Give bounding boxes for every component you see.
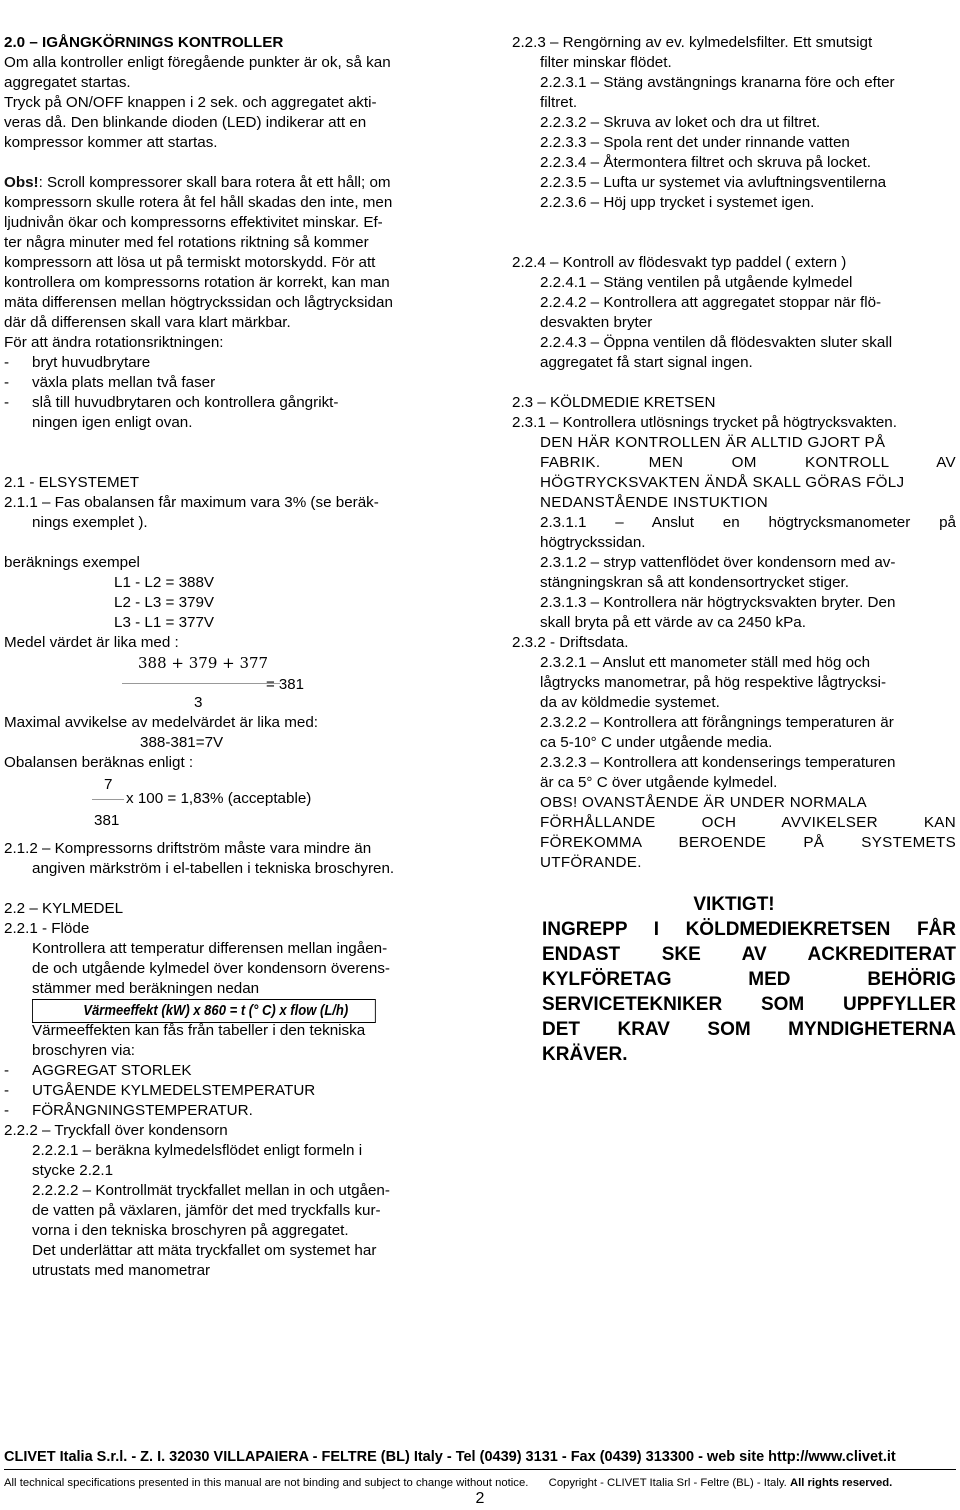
example-line: L3 - L1 = 377V	[114, 614, 215, 631]
obs-line: där då differensen skall vara klart märkbar.	[4, 314, 291, 331]
obs-notice: FÖREKOMMA BEROENDE PÅ SYSTEMETS	[540, 834, 956, 851]
paragraph-2-2-2-1: 2.2.2.1 – beräkna kylmedelsflödet enligt formeln i	[32, 1142, 363, 1159]
fraction-formula	[4, 653, 446, 693]
paragraph-2-2-2-2: de vatten på växlaren, jämför det med tryckfalls kur-	[32, 1202, 381, 1219]
paragraph-2-2-3-x: 2.2.3.5 – Lufta ur systemet via avluftningsventilerna	[540, 174, 887, 191]
max-deviation-text: Maximal avvikelse av medelvärdet är lika med:	[4, 714, 318, 731]
obs-notice: FÖRHÅLLANDE OCH AVVIKELSER KAN	[540, 814, 956, 831]
paragraph-2-3-1-3: 2.3.1.3 – Kontrollera när högtrycksvakten bryter. Den	[540, 594, 896, 611]
paragraph-2-2-3: filter minskar flödet.	[540, 54, 672, 71]
obs-line: kompressorn att lösa ut på termiskt motorskydd. För att	[4, 254, 376, 271]
left-column	[4, 33, 446, 1281]
paragraph-2-2-1: de och utgående kylmedel över kondensorn överens-	[32, 960, 390, 977]
obs-line: kompressorn skulle rotera åt fel håll skadas den inte, men	[4, 194, 393, 211]
page-number: 2	[475, 1490, 485, 1507]
list-item: ningen igen enligt ovan.	[32, 414, 193, 431]
paragraph-2-3-2-2: 2.3.2.2 – Kontrollera att förångnings temperaturen är	[540, 714, 894, 731]
paragraph-2-2-4: 2.2.4 – Kontroll av flödesvakt typ paddel ( extern )	[512, 254, 847, 271]
intro-line: kompressor kommer att startas.	[4, 134, 218, 151]
paragraph-2-1-1: nings exemplet ).	[32, 514, 148, 531]
footer-legal	[4, 1476, 956, 1490]
paragraph-2-2-2-1: stycke 2.2.1	[32, 1162, 114, 1179]
paragraph-2-3-2-3: 2.3.2.3 – Kontrollera att kondenserings temperaturen	[540, 754, 896, 771]
paragraph-2-3-1-3: skall bryta på ett värde av ca 2450 kPa.	[540, 614, 806, 631]
paragraph-2-2-1b: Värmeeffekten kan fås från tabeller i den tekniska	[32, 1022, 366, 1039]
formula-box: Värmeeffekt (kW) x 860 = t (° C) x flow (L/h)	[32, 999, 376, 1023]
paragraph-2-2-4-1: 2.2.4.1 – Stäng ventilen på utgående kylmedel	[540, 274, 853, 291]
warning-line: DET KRAV SOM MYNDIGHETERNA	[542, 1019, 956, 1040]
list-item: - AGGREGAT STORLEK	[4, 1062, 192, 1079]
obs-line: mäta differensen mellan högtryckssidan och lågtrycksidan	[4, 294, 393, 311]
paragraph-2-1-1: 2.1.1 – Fas obalansen får maximum vara 3% (se beräk-	[4, 494, 379, 511]
obs-line: För att ändra rotationsriktningen:	[4, 334, 224, 351]
paragraph-2-2-4-3: 2.2.4.3 – Öppna ventilen då flödesvakten sluter skall	[540, 334, 893, 351]
section-heading-2-2-1: 2.2.1 - Flöde	[4, 920, 90, 937]
footer-divider	[4, 1469, 956, 1470]
paragraph-2-2-3-x: 2.2.3.3 – Spola rent det under rinnande vatten	[540, 134, 850, 151]
paragraph-2-2-2-2: vorna i den tekniska broschyren på aggregatet.	[32, 1222, 349, 1239]
obs-notice: UTFÖRANDE.	[540, 854, 642, 871]
section-heading-2-2: 2.2 – KYLMEDEL	[4, 900, 124, 917]
footer-rights: All rights reserved.	[789, 1477, 893, 1489]
intro-line: Tryck på ON/OFF knappen i 2 sek. och aggregatet akti-	[4, 94, 377, 111]
list-item: - UTGÅENDE KYLMEDELSTEMPERATUR	[4, 1082, 316, 1099]
warning-line: ENDAST SKE AV ACKREDITERAT	[542, 944, 956, 965]
footer-disclaimer: All technical specifications presented in this manual are not binding and subject to change without notice.	[4, 1477, 529, 1489]
max-deviation-value: 388-381=7V	[140, 734, 224, 751]
paragraph-2-2-2-2: 2.2.2.2 – Kontrollmät tryckfallet mellan in och utgåen-	[32, 1182, 390, 1199]
list-item: - bryt huvudbrytare	[4, 354, 151, 371]
warning-block	[512, 917, 956, 1067]
paragraph-2-3-1: 2.3.1 – Kontrollera utlösnings trycket på högtrycksvakten.	[512, 414, 897, 431]
paragraph-2-1-2: 2.1.2 – Kompressorns driftström måste vara mindre än	[4, 840, 372, 857]
section-heading-2-0: 2.0 – IGÅNGKÖRNINGS KONTROLLER	[4, 34, 284, 51]
paragraph-2-3-2-3: är ca 5° C över utgående kylmedel.	[540, 774, 778, 791]
imbalance-formula	[4, 773, 446, 833]
paragraph-2-3-2-1: 2.3.2.1 – Anslut ett manometer ställ med hög och	[540, 654, 871, 671]
warning-line: INGREPP I KÖLDMEDIEKRETSEN FÅR	[542, 919, 956, 940]
medel-text: Medel värdet är lika med :	[4, 634, 179, 651]
obs-line: kontrollera om kompressorns rotation är korrekt, kan man	[4, 274, 390, 291]
paragraph-2-3-1-2: stängningskran så att kondensortrycket stiger.	[540, 574, 849, 591]
obs-text: : Scroll kompressorer skall bara rotera åt ett håll; om	[38, 174, 391, 191]
paragraph-2-2-3: 2.2.3 – Rengörning av ev. kylmedelsfilter. Ett smutsigt	[512, 34, 873, 51]
list-item: - FÖRÅNGNINGSTEMPERATUR.	[4, 1102, 253, 1119]
fraction-numerator: 388 + 379 + 377	[138, 654, 269, 672]
paragraph-2-2-1: Kontrollera att temperatur differensen mellan ingåen-	[32, 940, 388, 957]
paragraph-2-1-2: angiven märkström i el-tabellen i tekniska broschyren.	[32, 860, 395, 877]
paragraph-2-2-2-2: Det underlättar att mäta tryckfallet om systemet har	[32, 1242, 377, 1259]
warning-line: SERVICETEKNIKER SOM UPPFYLLER	[542, 994, 956, 1015]
paragraph-2-2-4-2: desvakten bryter	[540, 314, 653, 331]
paragraph-2-2-2-2: utrustats med manometrar	[32, 1262, 211, 1279]
footer-copyright: Copyright - CLIVET Italia Srl - Feltre (BL) - Italy.	[548, 1477, 787, 1489]
imbalance-denominator: 381	[94, 812, 120, 829]
obs-line: ter några minuter med fel rotations riktning så kommer	[4, 234, 369, 251]
example-line: L1 - L2 = 388V	[114, 574, 215, 591]
caps-notice: FABRIK. MEN OM KONTROLL AV	[540, 454, 956, 471]
intro-line: aggregatet startas.	[4, 74, 131, 91]
important-heading: VIKTIGT!	[693, 894, 775, 915]
caps-notice: HÖGTRYCKSVAKTEN ÄNDÅ SKALL GÖRAS FÖLJ	[540, 474, 905, 491]
imbalance-bar	[92, 799, 124, 800]
section-heading-2-3-2: 2.3.2 - Driftsdata.	[512, 634, 629, 651]
caps-notice: NEDANSTÅENDE INSTUKTION	[540, 494, 768, 511]
right-column	[512, 33, 956, 1067]
paragraph-2-3-1-1: högtryckssidan.	[540, 534, 646, 551]
paragraph-2-3-2-1: da av köldmedie systemet.	[540, 694, 720, 711]
fraction-denominator: 3	[194, 694, 203, 711]
footer-company: CLIVET Italia S.r.l. - Z. I. 32030 VILLAPAIERA - FELTRE (BL) Italy - Tel (0439) 3131 - Fax (0439) 313300 - web site http://www.clivet.it	[4, 1449, 896, 1465]
imbalance-numerator: 7	[104, 776, 113, 793]
warning-line: KRÄVER.	[542, 1044, 628, 1065]
paragraph-2-2-3-x: 2.2.3.2 – Skruva av loket och dra ut filtret.	[540, 114, 821, 131]
paragraph-2-3-2-1: lågtrycks manometrar, på hög respektive lågtrycksi-	[540, 674, 887, 691]
paragraph-2-2-3-1: filtret.	[540, 94, 578, 111]
paragraph-2-2-4-2: 2.2.4.2 – Kontrollera att aggregatet stoppar när flö-	[540, 294, 882, 311]
example-title: beräknings exempel	[4, 554, 140, 571]
intro-line: Om alla kontroller enligt föregående punkter är ok, så kan	[4, 54, 391, 71]
paragraph-2-3-2-2: ca 5-10° C under utgående media.	[540, 734, 773, 751]
paragraph-2-2-1b: broschyren via:	[32, 1042, 135, 1059]
obs-line: ljudnivån ökar och kompressorns effektivitet minskar. Ef-	[4, 214, 383, 231]
paragraph-2-2-3-x: 2.2.3.6 – Höj upp trycket i systemet igen.	[540, 194, 815, 211]
imbalance-rest: x 100 = 1,83% (acceptable)	[126, 790, 312, 807]
section-heading-2-1: 2.1 - ELSYSTEMET	[4, 474, 140, 491]
obs-notice: OBS! OVANSTÅENDE ÄR UNDER NORMALA	[540, 794, 867, 811]
paragraph-2-3-1-1: 2.3.1.1 – Anslut en högtrycksmanometer på	[540, 514, 956, 531]
imbalance-text: Obalansen beräknas enligt :	[4, 754, 194, 771]
example-line: L2 - L3 = 379V	[114, 594, 215, 611]
obs-label: Obs!	[4, 174, 39, 191]
paragraph-2-2-3-1: 2.2.3.1 – Stäng avstängnings kranarna före och efter	[540, 74, 895, 91]
paragraph-2-2-1: stämmer med beräkningen nedan	[32, 980, 260, 997]
list-item: - växla plats mellan två faser	[4, 374, 216, 391]
warning-line: KYLFÖRETAG MED BEHÖRIG	[542, 969, 956, 990]
paragraph-2-3-1-2: 2.3.1.2 – stryp vattenflödet över kondensorn med av-	[540, 554, 896, 571]
paragraph-2-2-4-3: aggregatet få start signal ingen.	[540, 354, 753, 371]
obs-paragraph	[4, 173, 446, 193]
section-heading-2-2-2: 2.2.2 – Tryckfall över kondensorn	[4, 1122, 228, 1139]
intro-line: veras då. Den blinkande dioden (LED) indikerar att en	[4, 114, 367, 131]
section-heading-2-3: 2.3 – KÖLDMEDIE KRETSEN	[512, 394, 716, 411]
caps-notice: DEN HÄR KONTROLLEN ÄR ALLTID GJORT PÅ	[540, 434, 886, 451]
fraction-bar	[122, 683, 280, 684]
fraction-result: = 381	[266, 676, 304, 693]
paragraph-2-2-3-x: 2.2.3.4 – Återmontera filtret och skruva på locket.	[540, 154, 871, 171]
list-item: - slå till huvudbrytaren och kontrollera gångrikt-	[4, 394, 339, 411]
